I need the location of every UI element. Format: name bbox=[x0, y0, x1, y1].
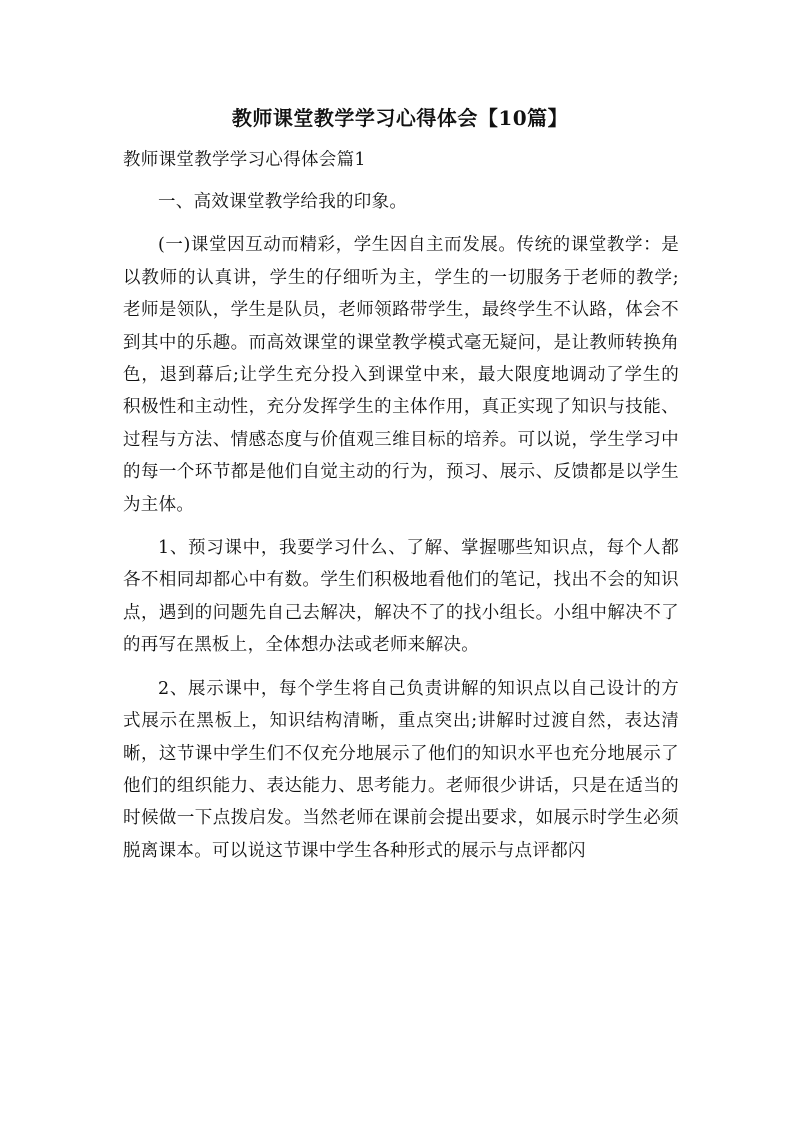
section-heading: 教师课堂教学学习心得体会篇1 bbox=[123, 150, 366, 170]
document-body bbox=[123, 144, 679, 878]
paragraph-2: (一)课堂因互动而精彩，学生因自主而发展。传统的课堂教学：是以教师的认真讲，学生的仔细听为主，学生的一切服务于老师的教学;老师是领队，学生是队员，老师领路带学生，最终学生不认路，体会不到其中的乐趣。而高效课堂的课堂教学模式毫无疑问，是让教师转换角色，退到幕后;让学生充分投入到课堂中来，最大限度地调动了学生的积极性和主动性，充分发挥学生的主体作用，真正实现了知识与技能、过程与方法、情感态度与价值观三维目标的培养。可以说，学生学习中的每一个环节都是他们自觉主动的行为，预习、展示、反馈都是以学生为主体。 bbox=[123, 235, 679, 515]
paragraph-3: 1、预习课中，我要学习什么、了解、掌握哪些知识点，每个人都各不相同却都心中有数。学生们积极地看他们的笔记，找出不会的知识点，遇到的问题先自己去解决，解决不了的找小组长。小组中解决不了的再写在黑板上，全体想办法或老师来解决。 bbox=[123, 538, 679, 656]
paragraph-1: 一、高效课堂教学给我的印象。 bbox=[158, 192, 408, 212]
document-title: 教师课堂教学学习心得体会【10篇】 bbox=[231, 106, 569, 130]
paragraph-4: 2、展示课中，每个学生将自己负责讲解的知识点以自己设计的方式展示在黑板上，知识结构清晰，重点突出;讲解时过渡自然，表达清晰，这节课中学生们不仅充分地展示了他们的知识水平也充分地展示了他们的组织能力、表达能力、思考能力。老师很少讲话，只是在适当的时候做一下点拨启发。当然老师在课前会提出要求，如展示时学生必须脱离课本。可以说这节课中学生各种形式的展示与点评都闪 bbox=[123, 678, 679, 861]
